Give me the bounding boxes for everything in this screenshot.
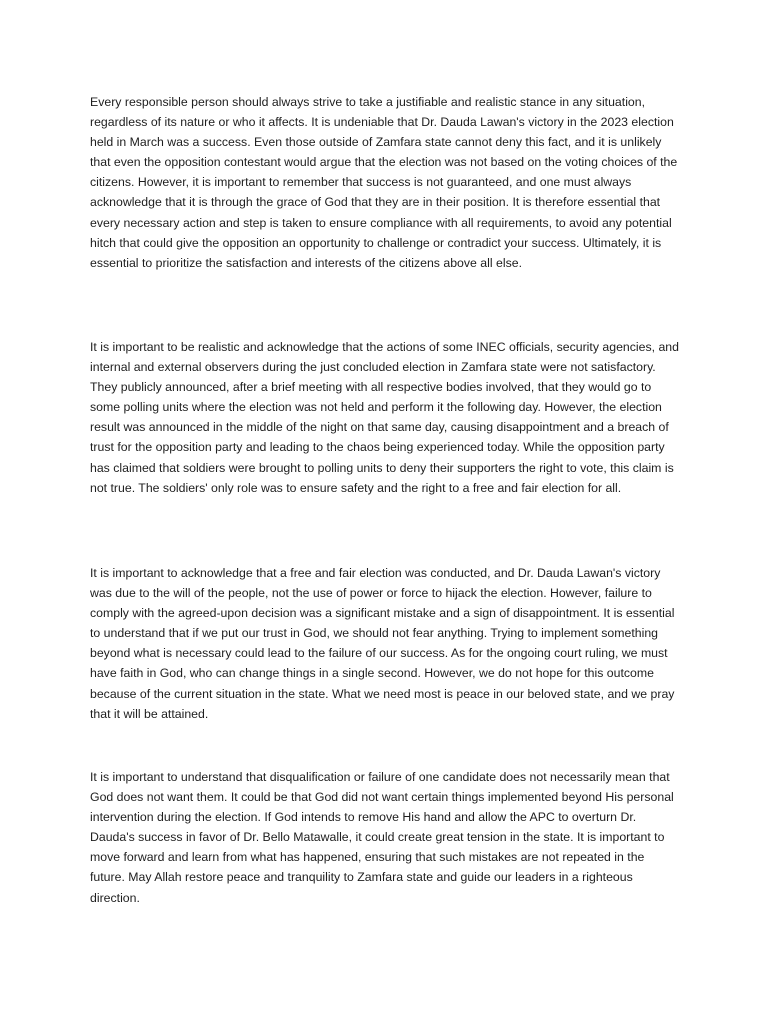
paragraph-1: Every responsible person should always strive to take a justifiable and realistic stance in any situation, regardless of its nature or who it affects. It is undeniable that Dr. Dauda Lawan's victory in the 2023 election held in March was a success. Even those outside of Zamfara state cannot deny this fact, and it is unlikely that even the opposition contestant would argue that the election was not based on the voting choices of the citizens. However, it is important to remember that success is not guaranteed, and one must always acknowledge that it is through the grace of God that they are in their position. It is therefore essential that every necessary action and step is taken to ensure compliance with all requirements, to avoid any potential hitch that could give the opposition an opportunity to challenge or contradict your success. Ultimately, it is essential to prioritize the satisfaction and interests of the citizens above all else.	[90, 95, 678, 270]
paragraph-4: It is important to understand that disqualification or failure of one candidate does not necessarily mean that God does not want them. It could be that God did not want certain things implemented beyond His personal intervention during the election. If God intends to remove His hand and allow the APC to overturn Dr. Dauda's success in favor of Dr. Bello Matawalle, it could create great tension in the state. It is important to move forward and learn from what has happened, ensuring that such mistakes are not repeated in the future. May Allah restore peace and tranquility to Zamfara state and guide our leaders in a righteous direction.	[90, 770, 674, 905]
paragraph-2: It is important to be realistic and acknowledge that the actions of some INEC officials, security agencies, and internal and external observers during the just concluded election in Zamfara state were not satisfactory. They publicly announced, after a brief meeting with all respective bodies involved, that they would go to some polling units where the election was not held and perform it the following day. However, the election result was announced in the middle of the night on that same day, causing disappointment and a breach of trust for the opposition party and leading to the chaos being experienced today. While the opposition party has claimed that soldiers were brought to polling units to deny their supporters the right to vote, this claim is not true. The soldiers' only role was to ensure safety and the right to a free and fair election for all.	[90, 340, 679, 495]
paragraph-3: It is important to acknowledge that a free and fair election was conducted, and Dr. Dauda Lawan's victory was due to the will of the people, not the use of power or force to hijack the election. However, failure to comply with the agreed-upon decision was a significant mistake and a sign of disappointment. It is essential to understand that if we put our trust in God, we should not fear anything. Trying to implement something beyond what is necessary could lead to the failure of our success. As for the ongoing court ruling, we must have faith in God, who can change things in a single second. However, we do not hope for this outcome because of the current situation in the state. What we need most is peace in our beloved state, and we pray that it will be attained.	[90, 566, 675, 721]
